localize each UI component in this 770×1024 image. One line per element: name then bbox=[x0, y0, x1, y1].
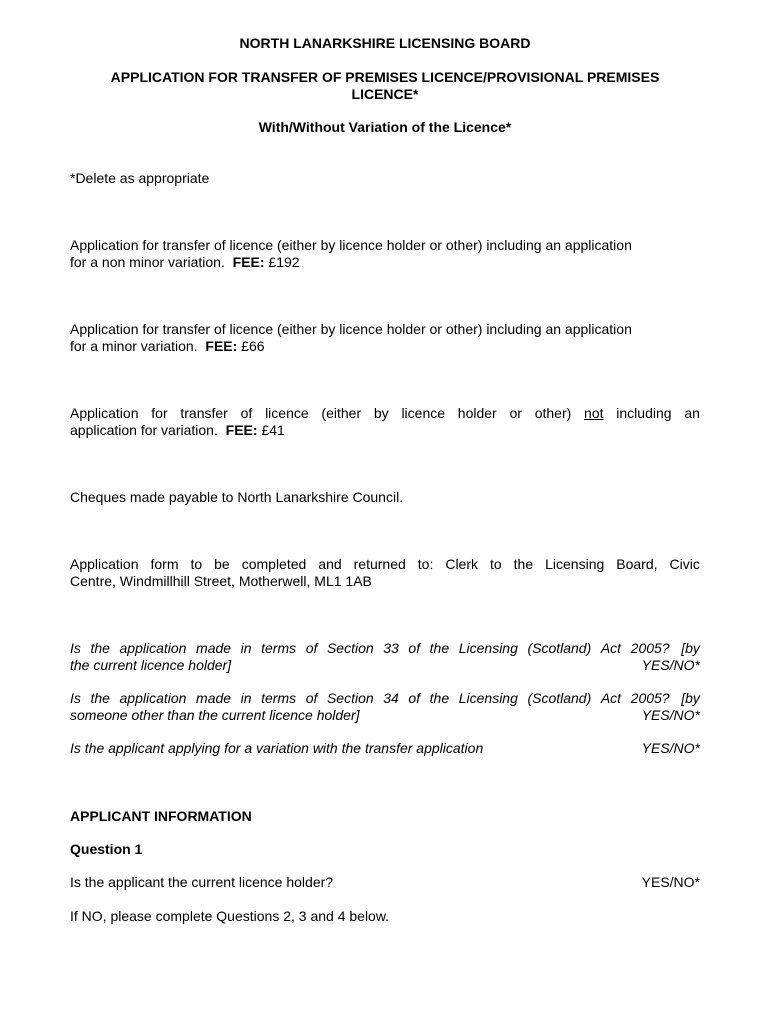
fee-text-line1: Application for transfer of licence (either by licence holder or other) including an application bbox=[70, 237, 632, 253]
return-address-line1: Application form to be completed and returned to: Clerk to the Licensing Board, Civic bbox=[70, 556, 700, 572]
question-1 bbox=[70, 874, 700, 891]
form-subtitle: With/Without Variation of the Licence* bbox=[258, 119, 512, 135]
fee-item bbox=[70, 405, 700, 439]
fee-label: FEE: bbox=[205, 338, 238, 354]
yes-no-answer: YES/NO* bbox=[641, 707, 700, 723]
fee-label: FEE: bbox=[232, 254, 265, 270]
question-section-33 bbox=[70, 640, 700, 674]
fee-text-line2: application for variation. FEE: £41 bbox=[70, 422, 285, 438]
question-text: Is the applicant the current licence holder? bbox=[70, 874, 334, 890]
form-title-line2: LICENCE* bbox=[351, 86, 419, 102]
question-line2: the current licence holder] bbox=[70, 657, 232, 673]
board-title: NORTH LANARKSHIRE LICENSING BOARD bbox=[239, 35, 531, 51]
yes-no-answer: YES/NO* bbox=[641, 874, 700, 890]
if-no-note: If NO, please complete Questions 2, 3 and 4 below. bbox=[70, 908, 390, 924]
question-line2: someone other than the current licence holder] bbox=[70, 707, 360, 723]
question-variation bbox=[70, 740, 700, 757]
question-line1: Is the application made in terms of Section 33 of the Licensing (Scotland) Act 2005? [by bbox=[70, 640, 700, 656]
fee-value: £41 bbox=[261, 422, 285, 438]
return-address bbox=[70, 556, 700, 590]
fee-text-line1: Application for transfer of licence (either by licence holder or other) not including an bbox=[70, 405, 700, 421]
question-line1: Is the application made in terms of Section 34 of the Licensing (Scotland) Act 2005? [by bbox=[70, 690, 700, 706]
yes-no-answer: YES/NO* bbox=[641, 740, 700, 756]
delete-note: *Delete as appropriate bbox=[70, 170, 210, 186]
fee-text-line2: for a non minor variation. FEE: £192 bbox=[70, 254, 300, 270]
applicant-heading: APPLICANT INFORMATION bbox=[70, 808, 252, 824]
fee-value: £66 bbox=[241, 338, 265, 354]
fee-text-line2: for a minor variation. FEE: £66 bbox=[70, 338, 265, 354]
return-address-line2: Centre, Windmillhill Street, Motherwell, ML1 1AB bbox=[70, 573, 372, 589]
form-title-line1: APPLICATION FOR TRANSFER OF PREMISES LICENCE/PROVISIONAL PREMISES bbox=[110, 69, 660, 85]
question-section-34 bbox=[70, 690, 700, 724]
fee-value: £192 bbox=[268, 254, 300, 270]
question-1-heading: Question 1 bbox=[70, 841, 143, 857]
fee-text-line1: Application for transfer of licence (either by licence holder or other) including an application bbox=[70, 321, 632, 337]
form-title bbox=[70, 69, 700, 103]
not-emphasis: not bbox=[584, 405, 604, 421]
question-text: Is the applicant applying for a variation with the transfer application bbox=[70, 740, 484, 756]
cheques-note: Cheques made payable to North Lanarkshire Council. bbox=[70, 489, 404, 505]
fee-item bbox=[70, 237, 700, 271]
fee-label: FEE: bbox=[225, 422, 258, 438]
yes-no-answer: YES/NO* bbox=[641, 657, 700, 673]
fee-item bbox=[70, 321, 700, 355]
